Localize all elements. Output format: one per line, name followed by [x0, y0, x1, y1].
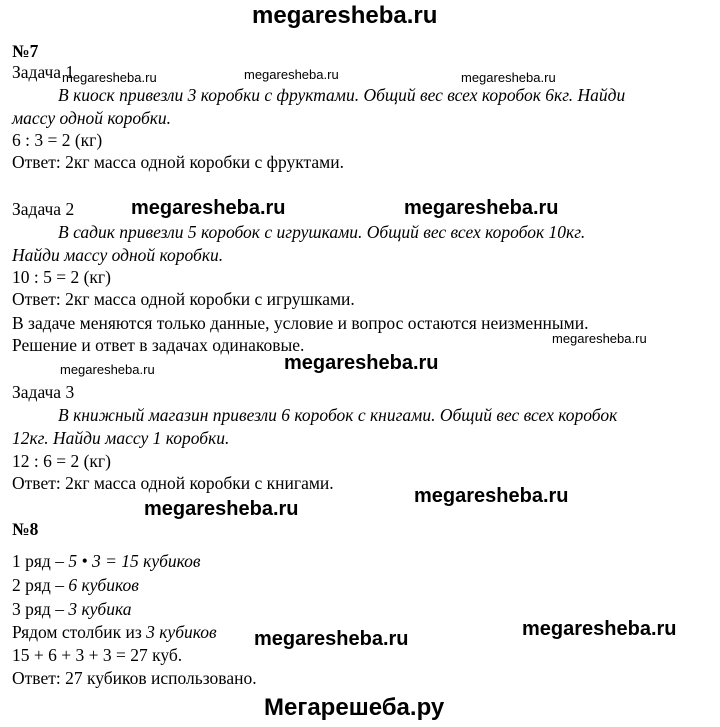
task-1-text-line-1: В киоск привезли 3 коробки с фруктами. Общий вес всех коробок 6кг. Найди [58, 85, 626, 105]
watermark-large[interactable]: megaresheba.ru [414, 485, 569, 507]
task-2-note-line-1: В задаче меняются только данные, условие и вопрос остаются неизменными. [12, 313, 589, 333]
row-2-label: 2 ряд – [12, 575, 69, 595]
task-3-calculation: 12 : 6 = 2 (кг) [12, 451, 111, 471]
task-8-row-4 [12, 621, 217, 643]
watermark-small[interactable]: megaresheba.ru [552, 331, 647, 346]
site-header[interactable]: megaresheba.ru [252, 2, 438, 29]
row-1-label: 1 ряд – [12, 551, 69, 571]
watermark-small[interactable]: megaresheba.ru [60, 362, 155, 377]
task-8-number: №8 [12, 519, 39, 539]
task-3-title: Задача 3 [12, 382, 75, 402]
task-8-row-3 [12, 598, 131, 620]
task-7-number: №7 [12, 41, 39, 61]
task-3-text-line-2: 12кг. Найди массу 1 коробки. [12, 428, 230, 448]
watermark-large[interactable]: megaresheba.ru [144, 498, 299, 520]
task-1-title: Задача 1 [12, 62, 75, 82]
task-8-sum: 15 + 6 + 3 + 3 = 27 куб. [12, 645, 183, 665]
watermark-large[interactable]: megaresheba.ru [522, 618, 677, 640]
row-3-value: 3 кубика [68, 599, 132, 619]
watermark-small[interactable]: megaresheba.ru [244, 67, 339, 82]
task-2-text-line-1: В садик привезли 5 коробок с игрушками. Общий вес всех коробок 10кг. [58, 222, 586, 242]
watermark-large[interactable]: megaresheba.ru [404, 197, 559, 219]
task-8-answer: Ответ: 27 кубиков использовано. [12, 668, 257, 688]
watermark-small[interactable]: megaresheba.ru [461, 70, 556, 85]
row-1-value: 5 • 3 = 15 кубиков [68, 551, 201, 571]
task-2-answer: Ответ: 2кг масса одной коробки с игрушками. [12, 289, 355, 309]
row-4-value: 3 кубиков [146, 622, 217, 642]
row-3-label: 3 ряд – [12, 599, 69, 619]
watermark-small[interactable]: megaresheba.ru [62, 70, 157, 85]
site-footer[interactable]: Мегарешеба.ру [264, 694, 445, 721]
task-1-text-line-2: массу одной коробки. [12, 108, 172, 128]
watermark-large[interactable]: megaresheba.ru [284, 352, 439, 374]
watermark-large[interactable]: megaresheba.ru [254, 628, 409, 650]
row-2-value: 6 кубиков [68, 575, 139, 595]
task-1-calculation: 6 : 3 = 2 (кг) [12, 130, 103, 150]
row-4-label: Рядом столбик из [12, 622, 147, 642]
task-2-note-line-2: Решение и ответ в задачах одинаковые. [12, 335, 305, 355]
task-3-answer: Ответ: 2кг масса одной коробки с книгами. [12, 473, 334, 493]
task-8-row-2 [12, 574, 139, 596]
watermark-large[interactable]: megaresheba.ru [131, 197, 286, 219]
task-1-answer: Ответ: 2кг масса одной коробки с фруктами. [12, 152, 344, 172]
task-3-text-line-1: В книжный магазин привезли 6 коробок с книгами. Общий вес всех коробок [58, 405, 618, 425]
task-2-text-line-2: Найди массу одной коробки. [12, 245, 224, 265]
task-2-calculation: 10 : 5 = 2 (кг) [12, 267, 111, 287]
task-2-title: Задача 2 [12, 199, 75, 219]
task-8-row-1 [12, 550, 201, 572]
